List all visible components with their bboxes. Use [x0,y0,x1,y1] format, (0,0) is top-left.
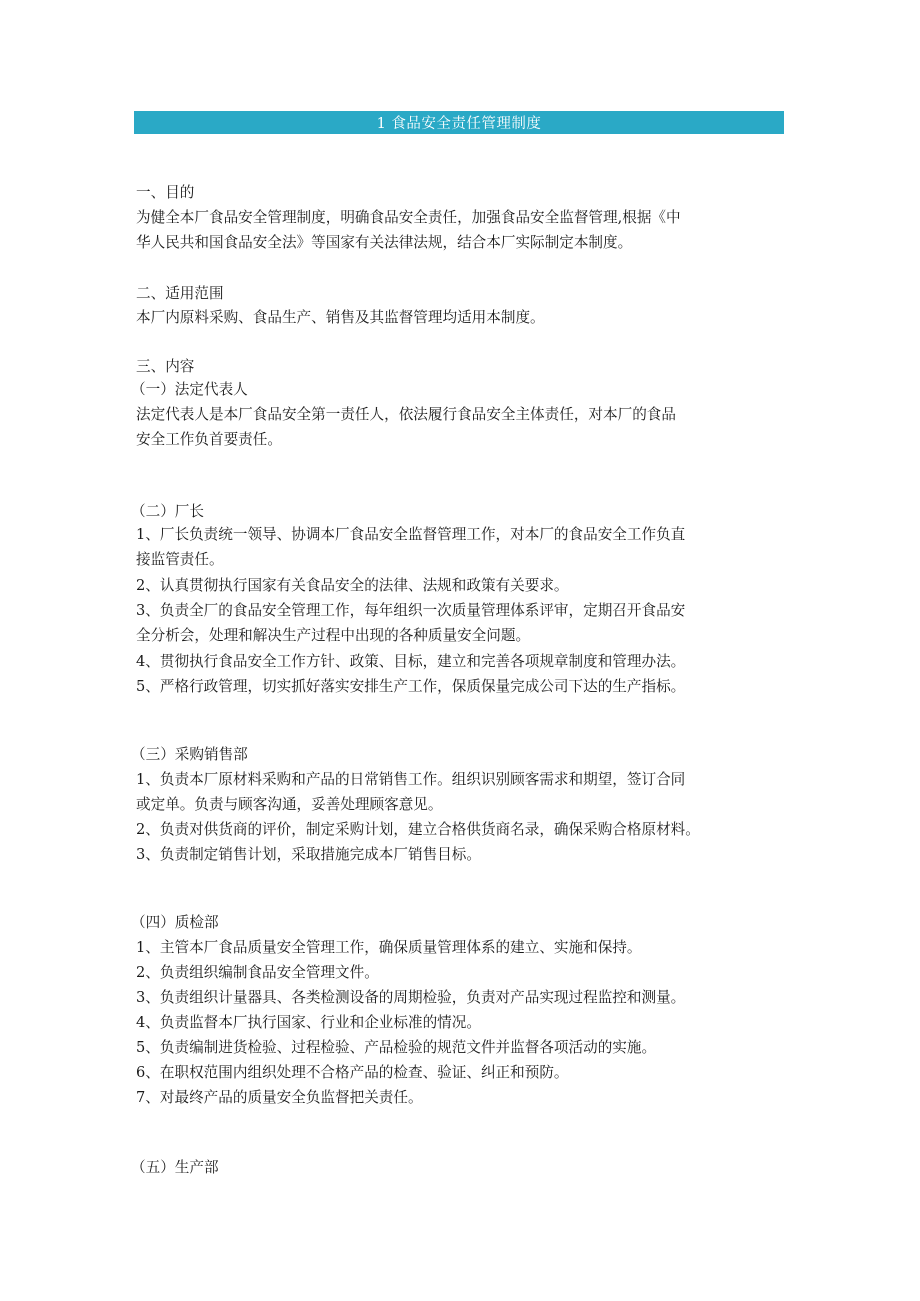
list-item-continuation: 全分析会，处理和解决生产过程中出现的各种质量安全问题。 [136,627,531,644]
list-item: 4、贯彻执行食品安全工作方针、政策、目标，建立和完善各项规章制度和管理办法。 [136,653,686,670]
list-item: 1、主管本厂食品质量安全管理工作，确保质量管理体系的建立、实施和保持。 [136,939,642,956]
paragraph-line: 为健全本厂食品安全管理制度，明确食品安全责任，加强食品安全监督管理,根据《中 [136,209,681,226]
subsection-heading-factory-director: （二）厂长 [131,503,204,520]
list-item-continuation: 或定单。负责与顾客沟通，妥善处理顾客意见。 [136,796,443,813]
list-item: 5、负责编制进货检验、过程检验、产品检验的规范文件并监督各项活动的实施。 [136,1039,657,1056]
list-item: 6、在职权范围内组织处理不合格产品的检查、验证、纠正和预防。 [136,1064,569,1081]
subsection-heading-production: （五）生产部 [131,1159,219,1176]
title-bar [134,111,784,134]
list-item: 2、负责对供货商的评价，制定采购计划，建立合格供货商名录，确保采购合格原材料。 [136,821,700,838]
section-heading-content: 三、内容 [136,358,195,375]
list-item: 2、认真贯彻执行国家有关食品安全的法律、法规和政策有关要求。 [136,577,569,594]
paragraph-line: 华人民共和国食品安全法》等国家有关法律法规，结合本厂实际制定本制度。 [136,234,633,251]
paragraph-line: 安全工作负首要责任。 [136,431,282,448]
paragraph-line: 本厂内原料采购、食品生产、销售及其监督管理均适用本制度。 [136,309,545,326]
list-item: 7、对最终产品的质量安全负监督把关责任。 [136,1089,423,1106]
subsection-heading-procurement-sales: （三）采购销售部 [131,746,248,763]
list-item: 4、负责监督本厂执行国家、行业和企业标准的情况。 [136,1014,481,1031]
list-item: 5、严格行政管理，切实抓好落实安排生产工作，保质保量完成公司下达的生产指标。 [136,678,686,695]
document-title: 1 食品安全责任管理制度 [376,116,542,132]
section-heading-scope: 二、适用范围 [136,285,224,302]
list-item: 2、负责组织编制食品安全管理文件。 [136,964,379,981]
list-item: 1、负责本厂原材料采购和产品的日常销售工作。组织识别顾客需求和期望，签订合同 [136,771,686,788]
subsection-heading-quality-inspection: （四）质检部 [131,914,219,931]
list-item: 3、负责制定销售计划，采取措施完成本厂销售目标。 [136,846,481,863]
paragraph-line: 法定代表人是本厂食品安全第一责任人，依法履行食品安全主体责任，对本厂的食品 [136,406,676,423]
subsection-heading-legal-rep: （一）法定代表人 [131,381,248,398]
list-item: 3、负责组织计量器具、各类检测设备的周期检验，负责对产品实现过程监控和测量。 [136,989,686,1006]
list-item: 1、厂长负责统一领导、协调本厂食品安全监督管理工作，对本厂的食品安全工作负直 [136,526,686,543]
section-heading-purpose: 一、目的 [136,184,195,201]
list-item-continuation: 接监管责任。 [136,551,224,568]
list-item: 3、负责全厂的食品安全管理工作，每年组织一次质量管理体系评审，定期召开食品安 [136,602,686,619]
